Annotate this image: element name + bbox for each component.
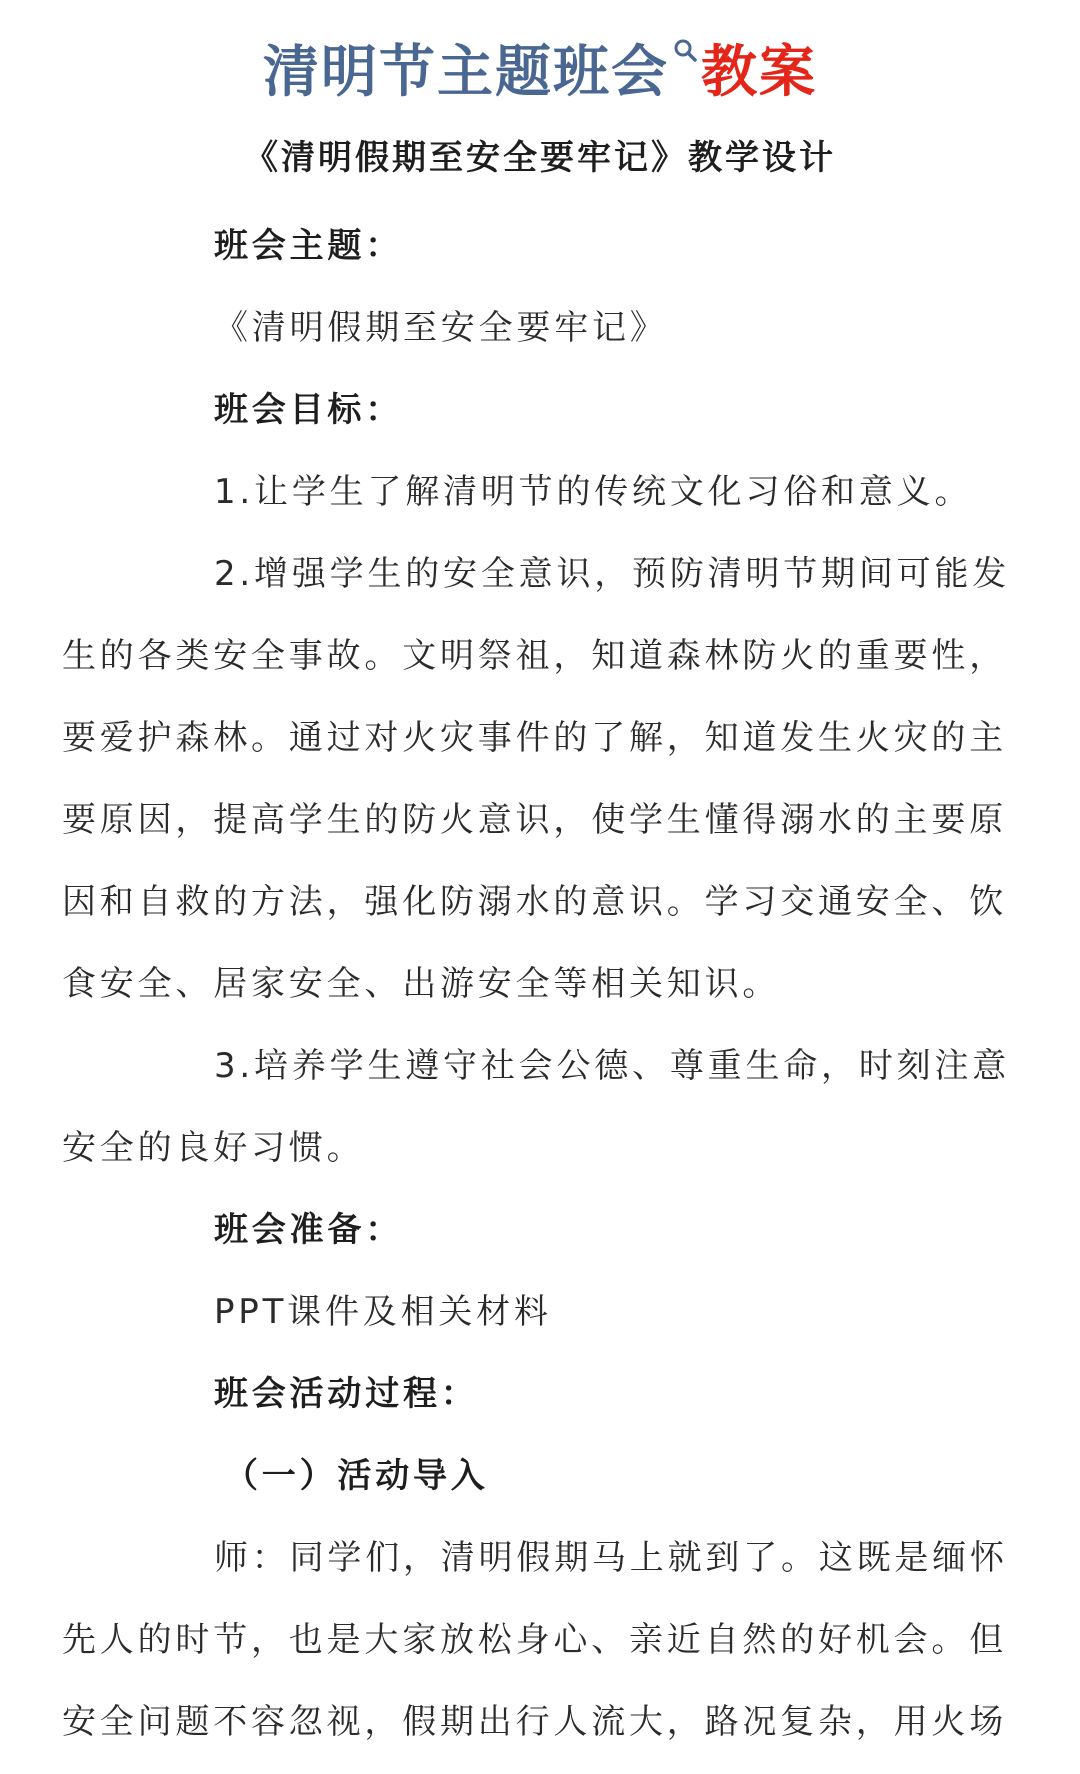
theme-heading: 班会主题： — [214, 226, 403, 266]
document-body — [62, 205, 1017, 1763]
process-text: 师：同学们，清明假期马上就到了。这既是缅怀先人的时节，也是大家放松身心、亲近自然的好机会。但安全问题不容忽视，假期出行人流大，路况复杂，用火场 — [62, 1538, 1008, 1742]
subtitle: 《清明假期至安全要牢记》教学设计 — [244, 138, 836, 178]
title-part-1: 清明节主题班会 — [263, 40, 669, 105]
search-icon[interactable] — [673, 38, 699, 94]
goal-item-3: 3.培养学生遵守社会公德、尊重生命，时刻注意安全的良好习惯。 — [62, 1046, 1011, 1168]
prep-heading: 班会准备： — [214, 1210, 403, 1250]
page-title — [0, 38, 1080, 108]
process-heading: 班会活动过程： — [214, 1374, 479, 1414]
goal-heading: 班会目标： — [214, 390, 403, 430]
theme-text: 《清明假期至安全要牢记》 — [214, 308, 668, 348]
process-subheading: （一）活动导入 — [224, 1456, 489, 1496]
title-part-2: 教案 — [701, 40, 817, 105]
goal-item-2: 2.增强学生的安全意识，预防清明节期间可能发生的各类安全事故。文明祭祖，知道森林防火的重要性，要爱护森林。通过对火灾事件的了解，知道发生火灾的主要原因，提高学生的防火意识，使学生懂得溺水的主要原因和自救的方法，强化防溺水的意识。学习交通安全、饮食安全、居家安全、出游安全等相关知识。 — [62, 554, 1011, 1004]
prep-text: PPT课件及相关材料 — [214, 1292, 552, 1332]
goal-item-1: 1.让学生了解清明节的传统文化习俗和意义。 — [214, 472, 973, 512]
